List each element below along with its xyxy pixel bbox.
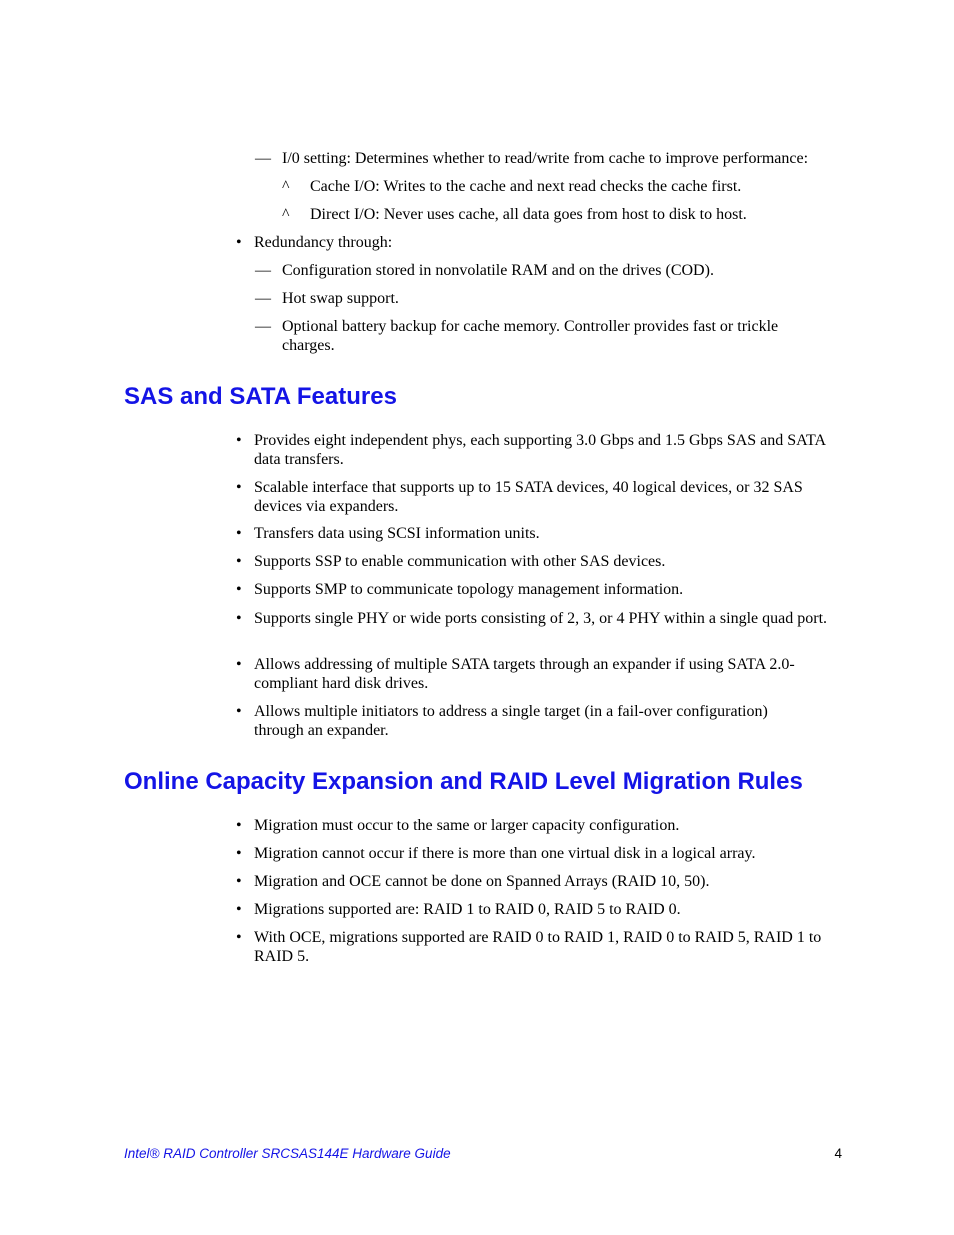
dash-marker: — (255, 262, 271, 279)
bullet-marker: • (236, 873, 242, 890)
bullet-marker: • (236, 553, 242, 570)
dash-marker: — (255, 318, 271, 335)
dash-marker: — (255, 150, 271, 167)
caret-marker: ^ (282, 206, 290, 223)
page-number: 4 (834, 1146, 842, 1161)
bullet-marker: • (236, 901, 242, 918)
list-item-text: Configuration stored in nonvolatile RAM and on the drives (COD). (282, 262, 714, 279)
list-item-text: Supports single PHY or wide ports consisting of 2, 3, or 4 PHY within a single quad port. (254, 610, 828, 627)
list-item-text: Hot swap support. (282, 290, 399, 307)
list-item-text: Supports SMP to communicate topology management information. (254, 581, 684, 598)
caret-marker: ^ (282, 178, 290, 195)
footer-title: Intel® RAID Controller SRCSAS144E Hardware Guide (124, 1146, 451, 1161)
list-item-text: Scalable interface that supports up to 15 SATA devices, 40 logical devices, or 32 SAS devices via expanders. (254, 479, 803, 515)
list-item-text: Migrations supported are: RAID 1 to RAID 0, RAID 5 to RAID 0. (254, 901, 681, 918)
dash-marker: — (255, 290, 271, 307)
bullet-marker: • (236, 817, 242, 834)
list-item-text: Migration must occur to the same or larger capacity configuration. (254, 817, 680, 834)
bullet-marker: • (236, 479, 242, 496)
bullet-marker: • (236, 610, 242, 627)
bullet-marker: • (236, 845, 242, 862)
bullet-marker: • (236, 929, 242, 946)
list-item-text: Supports SSP to enable communication with other SAS devices. (254, 553, 666, 570)
section-heading: SAS and SATA Features (124, 383, 397, 410)
list-item-text: Allows multiple initiators to address a single target (in a fail-over configuration) through an expander. (254, 703, 768, 739)
list-item-text: Allows addressing of multiple SATA targets through an expander if using SATA 2.0-compliant hard disk drives. (254, 656, 795, 692)
bullet-marker: • (236, 234, 242, 251)
bullet-marker: • (236, 581, 242, 598)
bullet-marker: • (236, 432, 242, 449)
list-item-text: Redundancy through: (254, 234, 393, 251)
section-heading: Online Capacity Expansion and RAID Level Migration Rules (124, 768, 803, 795)
list-item-text: With OCE, migrations supported are RAID 0 to RAID 1, RAID 0 to RAID 5, RAID 1 to RAID 5. (254, 929, 822, 965)
list-item-text: Migration cannot occur if there is more than one virtual disk in a logical array. (254, 845, 756, 862)
list-item-text: I/0 setting: Determines whether to read/write from cache to improve performance: (282, 150, 809, 167)
list-item-text: Optional battery backup for cache memory. Controller provides fast or trickle charges. (282, 318, 779, 354)
list-item-text: Direct I/O: Never uses cache, all data goes from host to disk to host. (310, 206, 747, 223)
bullet-marker: • (236, 525, 242, 542)
list-item-text: Transfers data using SCSI information units. (254, 525, 540, 542)
bullet-marker: • (236, 656, 242, 673)
list-item-text: Migration and OCE cannot be done on Spanned Arrays (RAID 10, 50). (254, 873, 710, 890)
list-item-text: Provides eight independent phys, each supporting 3.0 Gbps and 1.5 Gbps SAS and SATA data transfers. (254, 432, 826, 468)
bullet-marker: • (236, 703, 242, 720)
list-item-text: Cache I/O: Writes to the cache and next read checks the cache first. (310, 178, 742, 195)
